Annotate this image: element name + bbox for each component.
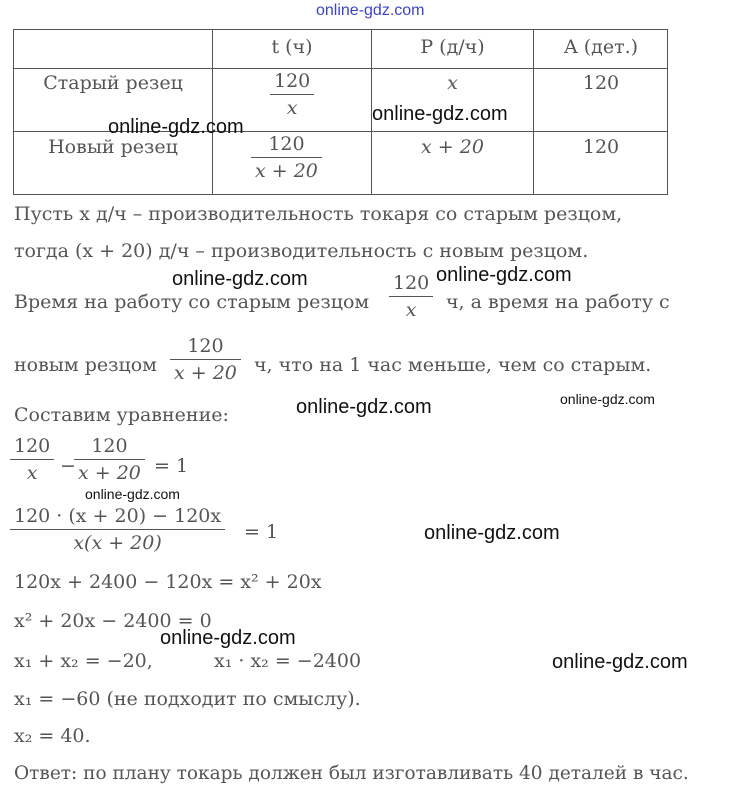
eq6: x₁ = −60 (не подходит по смыслу). (14, 688, 361, 710)
fraction-old-time: 120 x (389, 270, 433, 323)
eq5-sum: x₁ + x₂ = −20, (14, 650, 153, 672)
eq1-fraction-2: 120 x + 20 (74, 433, 145, 486)
watermark: online-gdz.com (560, 391, 655, 407)
row-old-label: Старый резец (43, 72, 183, 94)
watermark-top: online-gdz.com (316, 2, 425, 19)
text-line-4a: новым резцом (14, 354, 157, 376)
watermark: online-gdz.com (160, 627, 296, 649)
header-time: t (ч) (271, 36, 313, 58)
row-old-rate: x (447, 72, 458, 94)
eq1-fraction-1: 120 x (10, 433, 54, 486)
row-new-time: 120 x + 20 (251, 131, 322, 184)
text-line-3b: ч, а время на работу с (446, 291, 670, 313)
row-new-rate: x + 20 (421, 136, 484, 158)
header-work: A (дет.) (563, 36, 639, 58)
text-line-5: Составим уравнение: (14, 404, 229, 426)
fraction-new-time: 120 x + 20 (170, 333, 241, 386)
watermark: online-gdz.com (372, 103, 508, 125)
eq3: 120x + 2400 − 120x = x² + 20x (14, 571, 322, 593)
row-old-work: 120 (582, 72, 620, 94)
header-rate: P (д/ч) (420, 36, 485, 58)
eq5-product: x₁ · x₂ = −2400 (214, 650, 362, 672)
text-line-4b: ч, что на 1 час меньше, чем со старым. (254, 354, 652, 376)
row-new-label: Новый резец (48, 136, 178, 158)
data-table (13, 29, 668, 195)
text-line-2: тогда (x + 20) д/ч – производительность с новым резцом. (14, 240, 589, 262)
watermark: online-gdz.com (172, 268, 308, 290)
eq7: x₂ = 40. (14, 725, 91, 747)
watermark: online-gdz.com (108, 116, 244, 138)
watermark: online-gdz.com (436, 264, 572, 286)
eq4: x² + 20x − 2400 = 0 (14, 610, 212, 632)
answer: Ответ: по плану токарь должен был изготавливать 40 деталей в час. (14, 763, 689, 784)
eq1-rhs: = 1 (154, 455, 189, 477)
eq1-minus: − (60, 455, 76, 477)
watermark: online-gdz.com (552, 651, 688, 673)
watermark: online-gdz.com (296, 396, 432, 418)
eq2-fraction: 120 · (x + 20) − 120x x(x + 20) (10, 503, 225, 556)
row-new-work: 120 (582, 136, 620, 158)
row-old-time: 120 x (270, 68, 314, 121)
text-line-3a: Время на работу со старым резцом (14, 291, 370, 313)
watermark: online-gdz.com (424, 522, 560, 544)
eq2-rhs: = 1 (244, 521, 279, 543)
watermark: online-gdz.com (85, 486, 180, 502)
text-line-1: Пусть x д/ч – производительность токаря со старым резцом, (14, 203, 623, 225)
